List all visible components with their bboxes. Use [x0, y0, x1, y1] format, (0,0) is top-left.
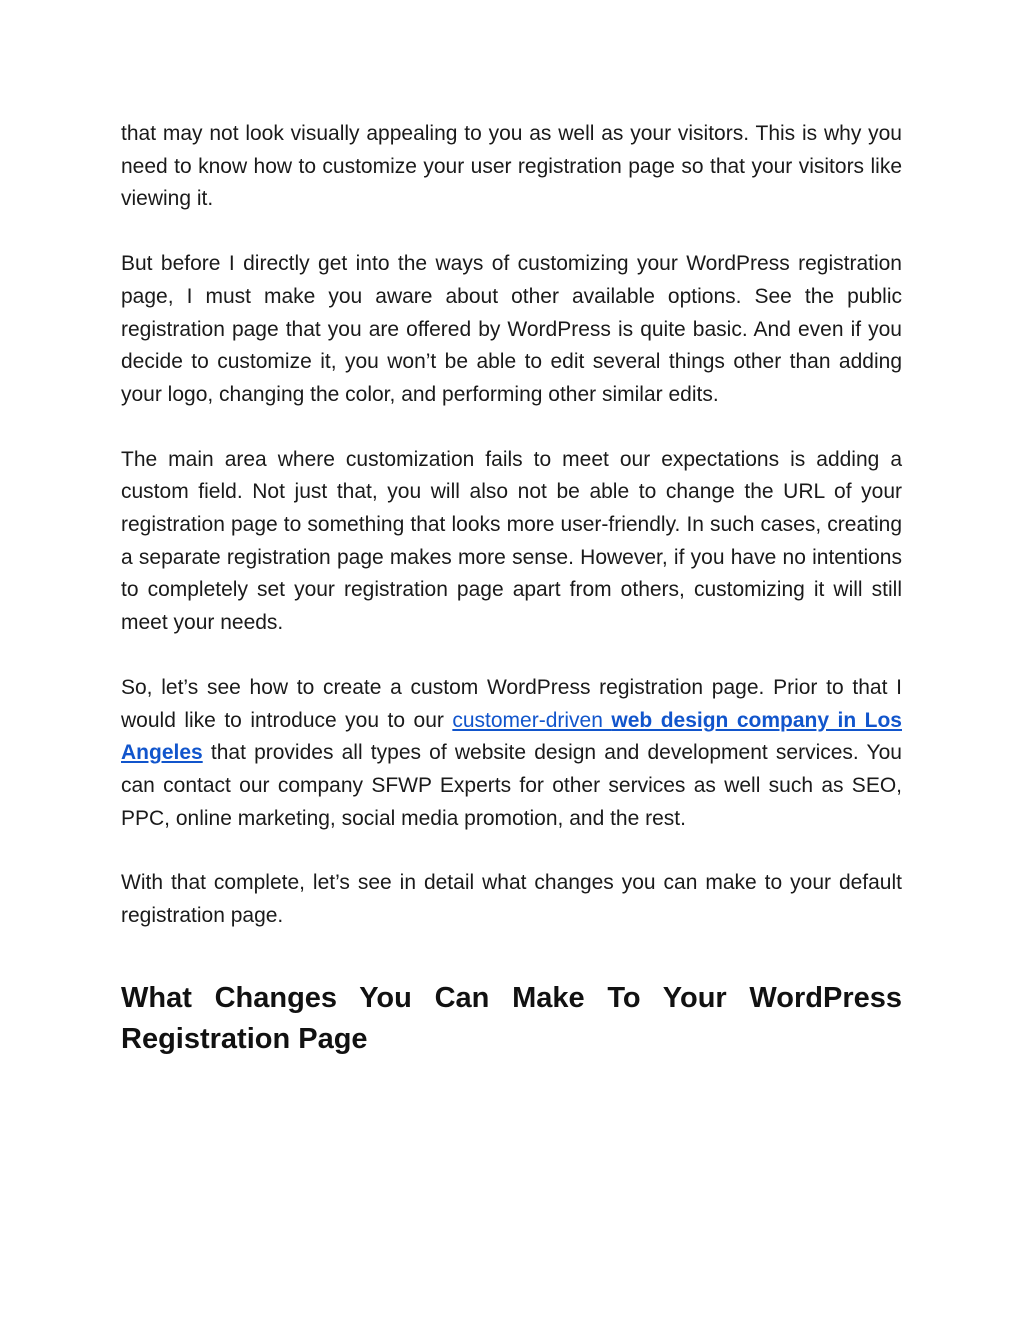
section-heading: What Changes You Can Make To Your WordPress Registration Page — [121, 981, 902, 1055]
document-page — [121, 118, 902, 1060]
company-link-plain: customer-driven — [452, 708, 612, 732]
paragraph-custom-field: The main area where customization fails to meet our expectations is adding a custom field. Not just that, you will also not be able to change the URL of your registration page to something that looks more user-friendly. In such cases, creating a separate registration page makes more sense. However, if you have no intentions to completely set your registration page apart from others, customizing it will still meet your needs. — [121, 447, 902, 635]
paragraph-intro-company — [121, 672, 902, 836]
paragraph-options: But before I directly get into the ways of customizing your WordPress registration page, I must make you aware about other available options. See the public registration page that you are offered by WordPress is quite basic. And even if you decide to customize it, you won’t be able to edit several things other than adding your logo, changing the color, and performing other similar edits. — [121, 252, 902, 406]
paragraph-text-before-link: So, let’s see how to create a custom WordPress registration page. Prior to that I would like to introduce you to our — [121, 675, 902, 732]
company-link-bold: web design company in Los Angeles — [121, 708, 902, 765]
paragraph-detail: With that complete, let’s see in detail what changes you can make to your default registration page. — [121, 871, 902, 928]
paragraph-intro: that may not look visually appealing to you as well as your visitors. This is why you need to know how to customize your user registration page so that your visitors like viewing it. — [121, 122, 902, 211]
paragraph-text-after-link: that provides all types of website design and development services. You can contact our company SFWP Experts for other services as well such as SEO, PPC, online marketing, social media promotion, and the rest. — [121, 741, 902, 830]
